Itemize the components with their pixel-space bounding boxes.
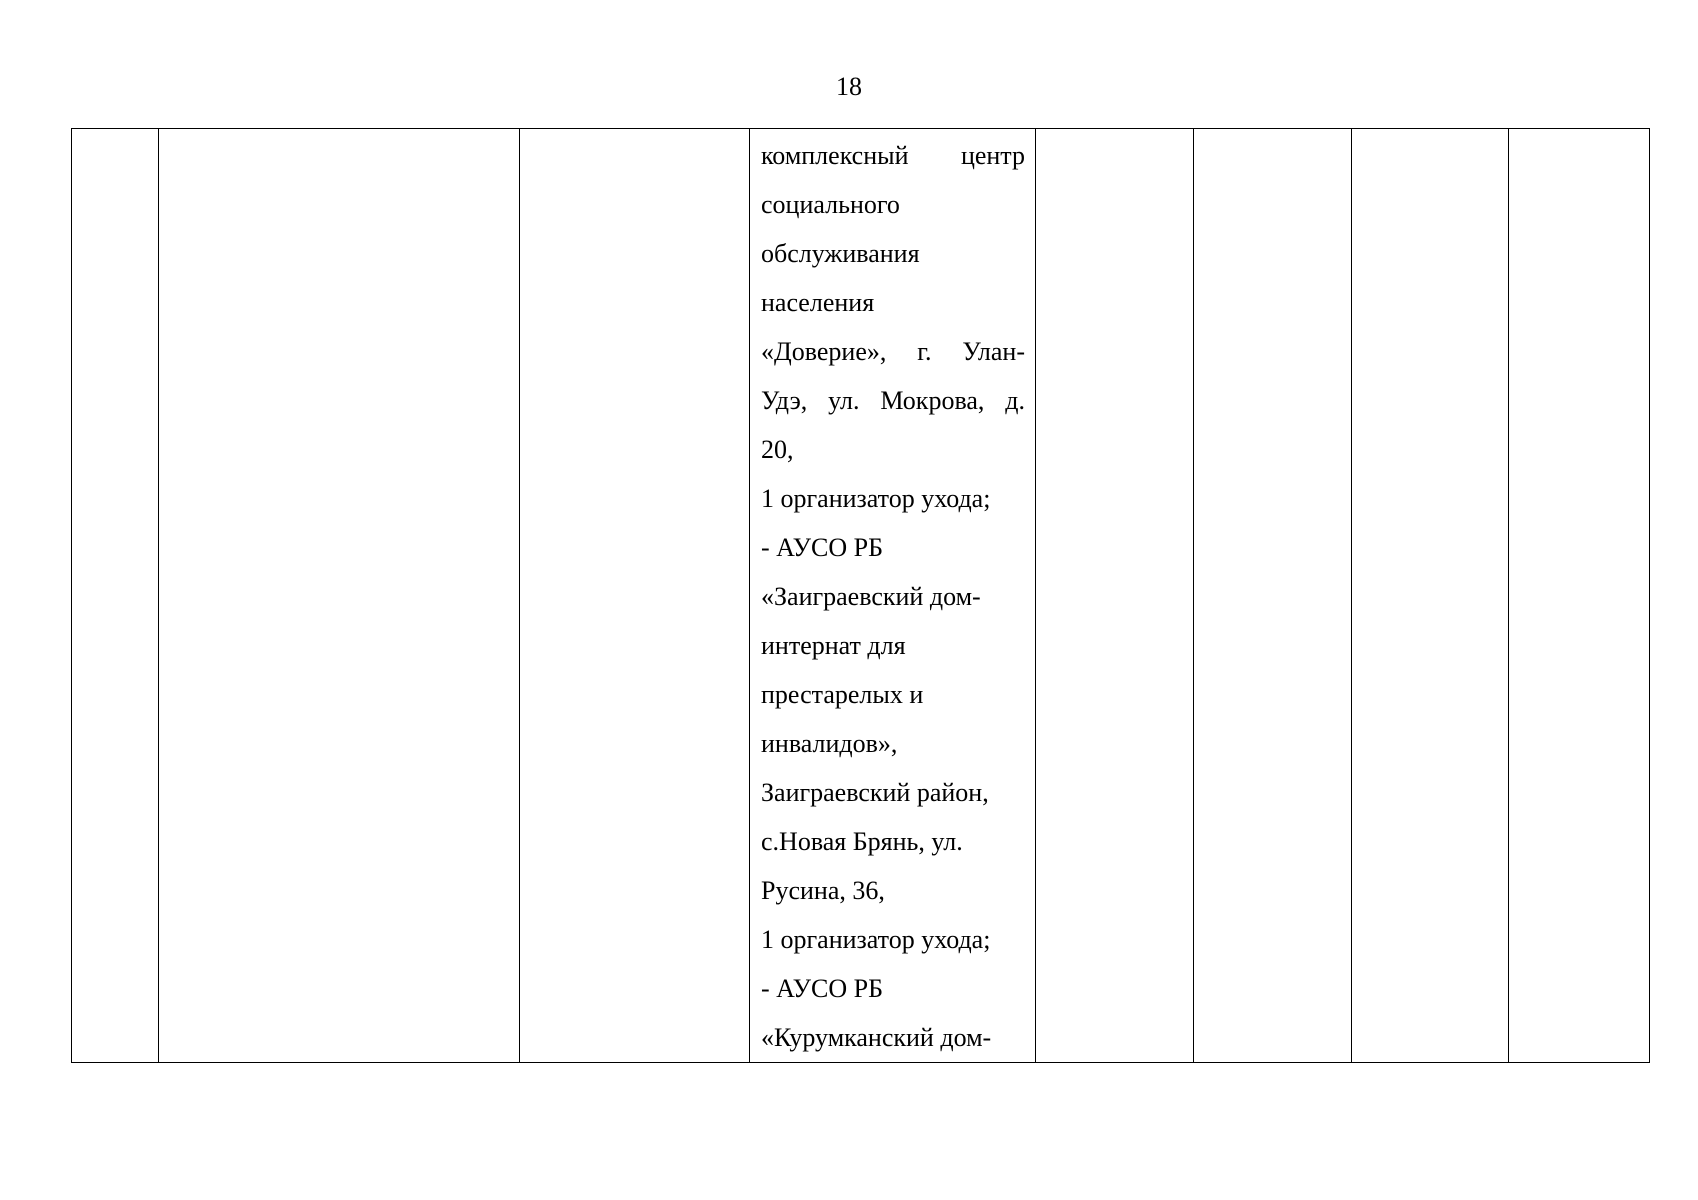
text-line: 1 организатор ухода; [761, 925, 991, 954]
organizations-text [750, 129, 1035, 1062]
text-line: «Заиграевский дом- [761, 582, 981, 611]
table-cell-column-7 [1352, 129, 1509, 1063]
text-line: «Доверие», г. Улан- [761, 337, 1025, 366]
page-number: 18 [836, 72, 862, 101]
text-line: комплексный центр [761, 141, 1025, 170]
text-line: инвалидов», [761, 729, 898, 758]
table-cell-organizations [750, 129, 1036, 1063]
text-line: населения [761, 288, 875, 317]
table-cell-column-5 [1036, 129, 1194, 1063]
table-cell-name [159, 129, 520, 1063]
text-line: престарелых и [761, 680, 924, 709]
text-line: с.Новая Брянь, ул. [761, 827, 963, 856]
text-line: Удэ, ул. Мокрова, д. [761, 386, 1025, 415]
table-row [72, 129, 1650, 1063]
text-line: - АУСО РБ [761, 974, 884, 1003]
text-line: 1 организатор ухода; [761, 484, 991, 513]
text-line: «Курумканский дом- [761, 1023, 992, 1052]
table-cell-number [72, 129, 159, 1063]
text-line: Заиграевский район, [761, 778, 989, 807]
text-line: социального [761, 190, 900, 219]
text-line: обслуживания [761, 239, 920, 268]
text-line: Русина, 36, [761, 876, 885, 905]
text-line: 20, [761, 435, 794, 464]
text-line: интернат для [761, 631, 906, 660]
table-cell-column-3 [520, 129, 750, 1063]
data-table [71, 128, 1650, 1063]
text-line: - АУСО РБ [761, 533, 884, 562]
table-cell-column-8 [1509, 129, 1650, 1063]
table-cell-column-6 [1194, 129, 1352, 1063]
